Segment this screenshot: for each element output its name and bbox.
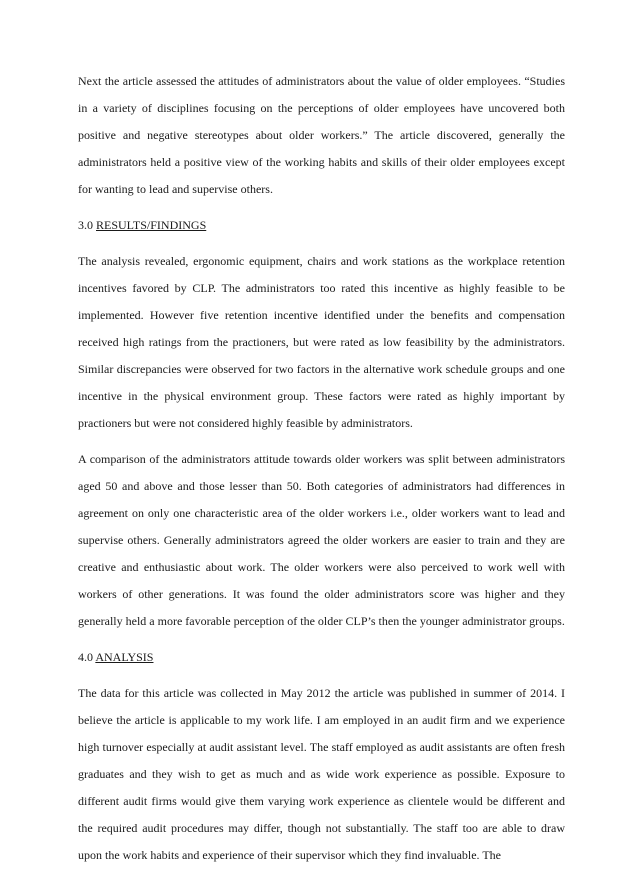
heading-title: ANALYSIS — [95, 650, 154, 664]
heading-results-findings — [78, 212, 565, 239]
heading-title: RESULTS/FINDINGS — [96, 218, 207, 232]
paragraph-comparison: A comparison of the administrators attitude towards older workers was split between administrators aged 50 and above and those lesser than 50. Both categories of administrators had differences in agreement on only one characteristic area of the older workers i.e., older workers want to lead and supervise others. Generally administrators agreed the older workers are easier to train and they are creative and enthusiastic about work. The older workers were also perceived to work well with workers of other generations. It was found the older administrators score was higher and they generally held a more favorable perception of the older CLP’s then the younger administrator groups. — [78, 452, 565, 628]
heading-analysis — [78, 644, 565, 671]
paragraph-results: The analysis revealed, ergonomic equipment, chairs and work stations as the workplace retention incentives favored by CLP. The administrators too rated this incentive as highly feasible to be implemented. However five retention incentive identified under the benefits and compensation received high ratings from the practioners, but were rated as low feasibility by the administrators. Similar discrepancies were observed for two factors in the alternative work schedule groups and one incentive in the physical environment group. These factors were rated as highly important by practioners but were not considered highly feasible by administrators. — [78, 254, 565, 430]
spacer — [78, 239, 565, 248]
spacer — [78, 671, 565, 680]
spacer — [78, 635, 565, 644]
heading-number: 4.0 — [78, 650, 96, 664]
spacer — [78, 203, 565, 212]
spacer — [78, 437, 565, 446]
paragraph-older-employees-attitudes: Next the article assessed the attitudes of administrators about the value of older employees. “Studies in a variety of disciplines focusing on the perceptions of older employees have uncovered both positive and negative stereotypes about older workers.” The article discovered, generally the administrators held a positive view of the working habits and skills of their older employees except for wanting to lead and supervise others. — [78, 74, 565, 196]
heading-number: 3.0 — [78, 218, 96, 232]
paragraph-analysis: The data for this article was collected in May 2012 the article was published in summer of 2014. I believe the article is applicable to my work life. I am employed in an audit firm and we experience high turnover especially at audit assistant level. The staff employed as audit assistants are often fresh graduates and they wish to get as much and as wide work experience as possible. Exposure to different audit firms would give them varying work experience as clientele would be different and the required audit procedures may differ, though not substantially. The staff too are able to draw upon the work habits and experience of their supervisor which they find invaluable. The — [78, 686, 565, 862]
document-body — [78, 68, 565, 869]
